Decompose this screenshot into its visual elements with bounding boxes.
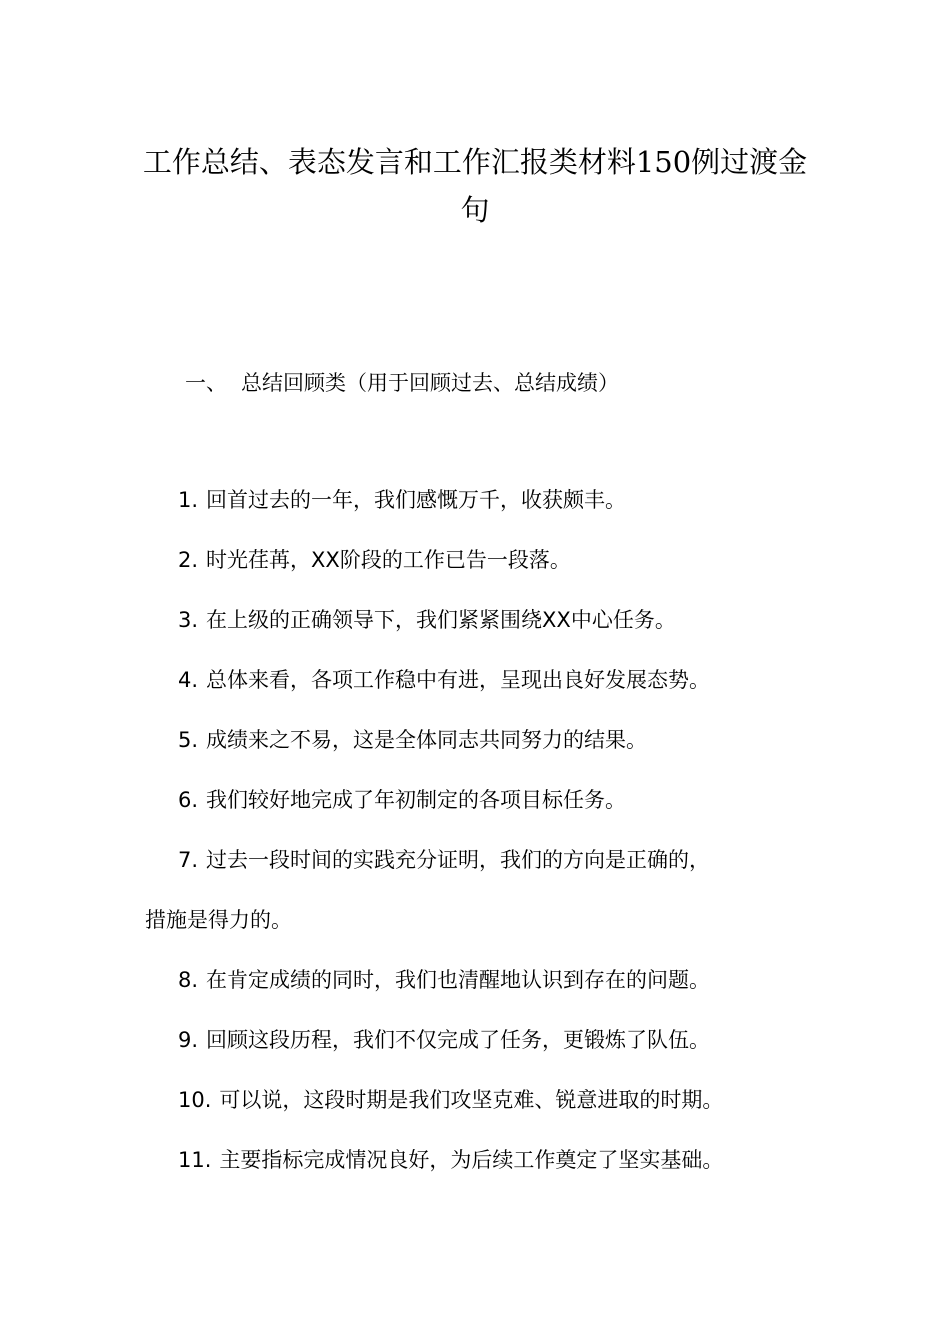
title-line-2: 句 <box>460 193 490 227</box>
document-title <box>140 138 810 234</box>
item-number: 6. <box>178 788 199 812</box>
list-item <box>145 770 810 830</box>
list-item <box>145 470 810 530</box>
item-number: 4. <box>178 668 199 692</box>
list-item <box>145 830 810 890</box>
list-item <box>145 710 810 770</box>
item-number: 1. <box>178 488 199 512</box>
item-text: 时光荏苒，XX阶段的工作已告一段落。 <box>206 548 571 572</box>
item-number: 5. <box>178 728 199 752</box>
list-item <box>145 1070 810 1130</box>
list-item <box>145 530 810 590</box>
section-heading-text: 总结回顾类（用于回顾过去、总结成绩） <box>241 371 619 395</box>
item-text: 过去一段时间的实践充分证明，我们的方向是正确的， <box>206 848 711 872</box>
title-line-1: 工作总结、表态发言和工作汇报类材料150例过渡金 <box>142 145 808 179</box>
list-item <box>145 650 810 710</box>
item-number: 3. <box>178 608 199 632</box>
item-number: 9. <box>178 1028 199 1052</box>
item-text: 回顾这段历程，我们不仅完成了任务，更锻炼了队伍。 <box>206 1028 711 1052</box>
item-number: 8. <box>178 968 199 992</box>
item-text: 我们较好地完成了年初制定的各项目标任务。 <box>206 788 627 812</box>
list-item <box>145 1010 810 1070</box>
sentence-list <box>145 470 810 1190</box>
list-item <box>145 950 810 1010</box>
list-item <box>145 1130 810 1190</box>
item-text: 在上级的正确领导下，我们紧紧围绕XX中心任务。 <box>206 608 676 632</box>
item-text: 可以说，这段时期是我们攻坚克难、锐意进取的时期。 <box>219 1088 724 1112</box>
section-heading <box>185 365 619 401</box>
item-text: 主要指标完成情况良好，为后续工作奠定了坚实基础。 <box>219 1148 724 1172</box>
item-number: 2. <box>178 548 199 572</box>
item-text: 总体来看，各项工作稳中有进，呈现出良好发展态势。 <box>206 668 711 692</box>
item-number: 7. <box>178 848 199 872</box>
item-text: 在肯定成绩的同时，我们也清醒地认识到存在的问题。 <box>206 968 711 992</box>
item-number: 10. <box>178 1088 212 1112</box>
list-item-continuation: 措施是得力的。 <box>145 908 292 932</box>
list-item <box>145 590 810 650</box>
item-text: 成绩来之不易，这是全体同志共同努力的结果。 <box>206 728 648 752</box>
item-text: 回首过去的一年，我们感慨万千，收获颇丰。 <box>206 488 627 512</box>
section-number: 一、 <box>185 371 227 395</box>
item-number: 11. <box>178 1148 212 1172</box>
